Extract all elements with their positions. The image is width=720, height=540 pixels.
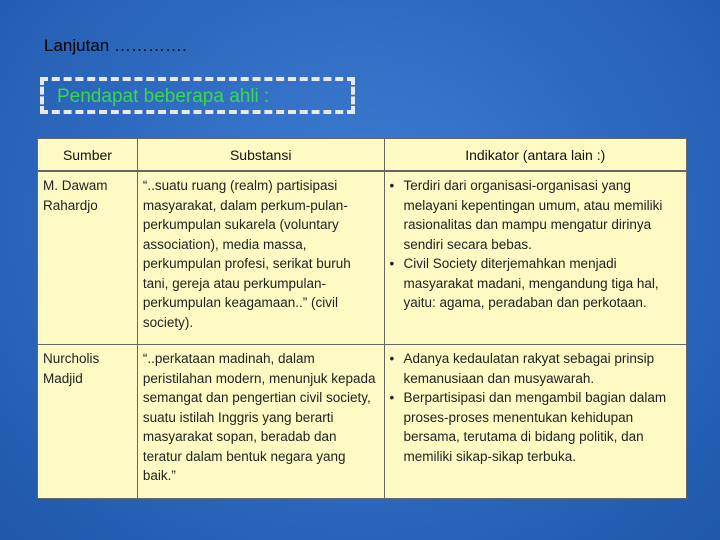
source-name-line: Madjid (43, 370, 83, 386)
source-cell (38, 171, 138, 345)
substance-text: “..suatu ruang (realm) partisipasi masyarakat, dalam perkum-pulan-perkumpulan sukarela (voluntary association), media massa, perkumpulan profesi, serikat buruh tani, gereja atau perkumpulan-perkumpulan keagamaan..” (civil society). (142, 178, 351, 330)
bullet-icon: • (389, 256, 395, 271)
indicator-text: Civil Society diterjemahkan menjadi masyarakat madani, mengandung tiga hal, yaitu: agama, peradaban dan perkotaan. (403, 256, 659, 310)
substance-cell (137, 345, 384, 499)
table-row (38, 171, 687, 345)
bullet-icon: • (389, 351, 395, 366)
indicator-item (390, 349, 682, 388)
indicator-list (390, 176, 682, 313)
indicator-text: Berpartisipasi dan mengambil bagian dalam proses-proses menentukan kehidupan bersama, terutama di bidang politik, dan memiliki sikap-sikap terbuka. (403, 390, 667, 464)
source-name-line: M. Dawam (43, 178, 108, 193)
substance-text: “..perkataan madinah, dalam peristilahan modern, menunjuk kepada semangat dan pengertian civil society, suatu istilah Inggris yang berarti masyarakat sopan, beradab dan teratur dalam bentuk negara yang baik.” (142, 351, 376, 483)
substance-cell (137, 171, 384, 345)
source-name-line: Rahardjo (43, 197, 98, 213)
bullet-icon: • (389, 390, 395, 405)
indicator-list (390, 349, 682, 466)
header-indikator: Indikator (antara lain :) (384, 139, 687, 172)
indicator-text: Adanya kedaulatan rakyat sebagai prinsip kemanusiaan dan musyawarah. (403, 351, 655, 386)
indicator-cell (384, 345, 687, 499)
indicator-item (390, 388, 682, 466)
header-substansi: Substansi (137, 139, 384, 172)
source-cell (38, 345, 138, 499)
indicator-text: Terdiri dari organisasi-organisasi yang melayani kepentingan umum, atau memiliki rasionalitas dan mampu mengatur dirinya sendiri secara bebas. (403, 178, 663, 252)
table-header-row (38, 139, 687, 172)
table-row (38, 345, 687, 499)
slide-subtitle: Pendapat beberapa ahli : (57, 86, 270, 107)
indicator-item (390, 176, 682, 254)
experts-opinion-table (37, 138, 687, 499)
bullet-icon: • (389, 178, 395, 193)
indicator-cell (384, 171, 687, 345)
slide-title: Lanjutan …………. (44, 36, 187, 55)
source-name-line: Nurcholis (43, 351, 100, 366)
indicator-item (390, 254, 682, 313)
header-sumber: Sumber (38, 139, 138, 172)
